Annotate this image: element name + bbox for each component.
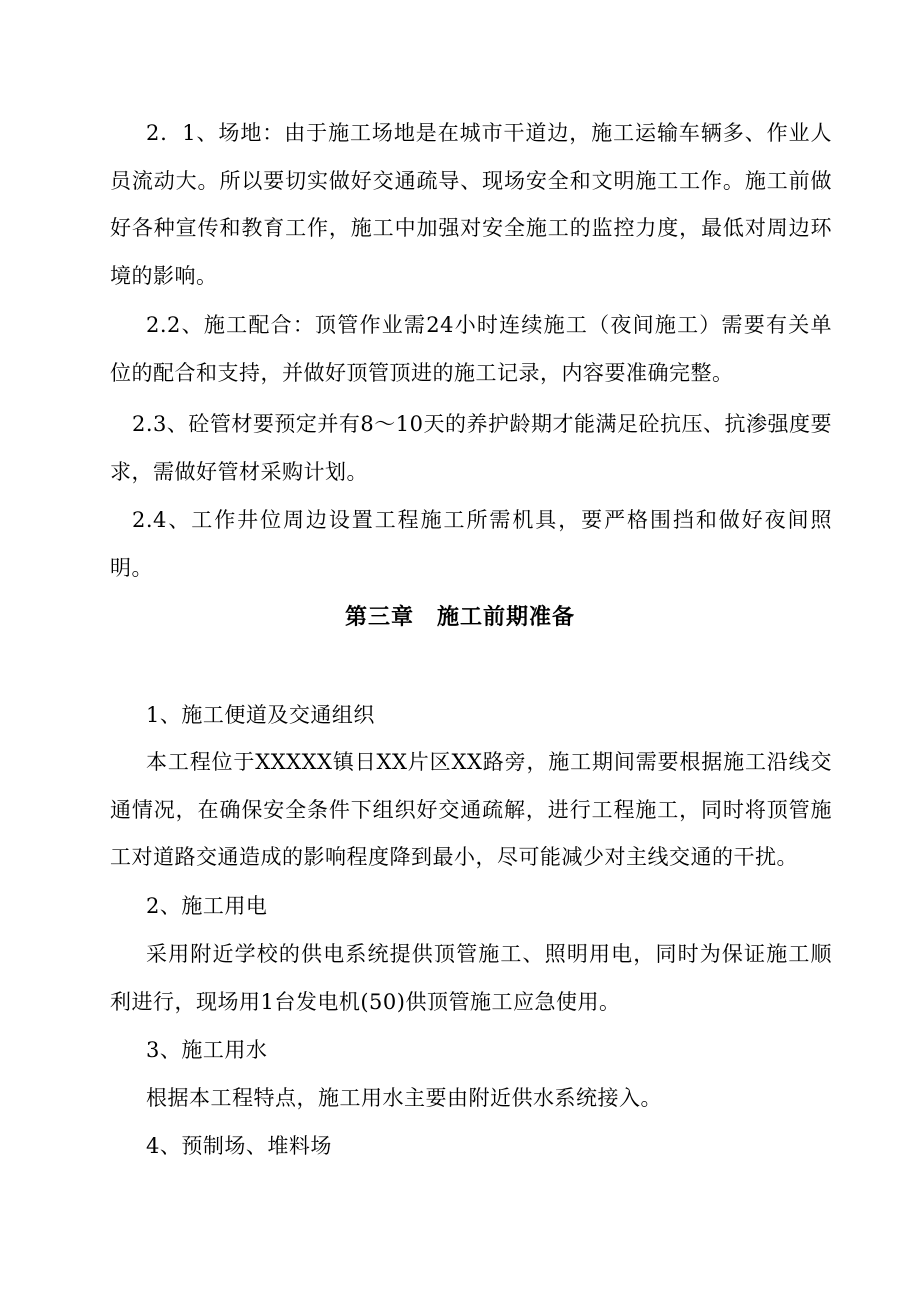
item2-body: 采用附近学校的供电系统提供顶管施工、照明用电，同时为保证施工顺利进行，现场用1台发电机(50)供顶管施工应急使用。	[110, 942, 832, 1014]
item2-heading: 2、施工用电	[146, 894, 268, 918]
item1-body: 本工程位于XXXXX镇日XX片区XX路旁，施工期间需要根据施工沿线交通情况，在确保安全条件下组织好交通疏解，进行工程施工，同时将顶管施工对道路交通造成的影响程度降到最小，尽可能减少对主线交通的干扰。	[110, 750, 832, 869]
item3-heading: 3、施工用水	[146, 1038, 268, 1062]
paragraph-2-3: 2.3、砼管材要预定并有8～10天的养护龄期才能满足砼抗压、抗渗强度要求，需做好管材采购计划。	[110, 412, 832, 484]
item1-heading: 1、施工便道及交通组织	[146, 703, 375, 727]
item3-body: 根据本工程特点，施工用水主要由附近供水系统接入。	[146, 1086, 662, 1110]
paragraph-2-2: 2.2、施工配合：顶管作业需24小时连续施工（夜间施工）需要有关单位的配合和支持，并做好顶管顶进的施工记录，内容要准确完整。	[110, 313, 832, 385]
chapter-title	[0, 597, 920, 639]
item4-heading: 4、预制场、堆料场	[146, 1134, 332, 1158]
chapter-title-text: 第三章 施工前期准备	[344, 605, 575, 630]
paragraph-2-1: 2．1、场地：由于施工场地是在城市干道边，施工运输车辆多、作业人员流动大。所以要切实做好交通疏导、现场安全和文明施工工作。施工前做好各种宣传和教育工作，施工中加强对安全施工的监控力度，最低对周边环境的影响。	[110, 121, 832, 288]
paragraph-2-4: 2.4、工作井位周边设置工程施工所需机具，要严格围挡和做好夜间照明。	[110, 508, 832, 580]
